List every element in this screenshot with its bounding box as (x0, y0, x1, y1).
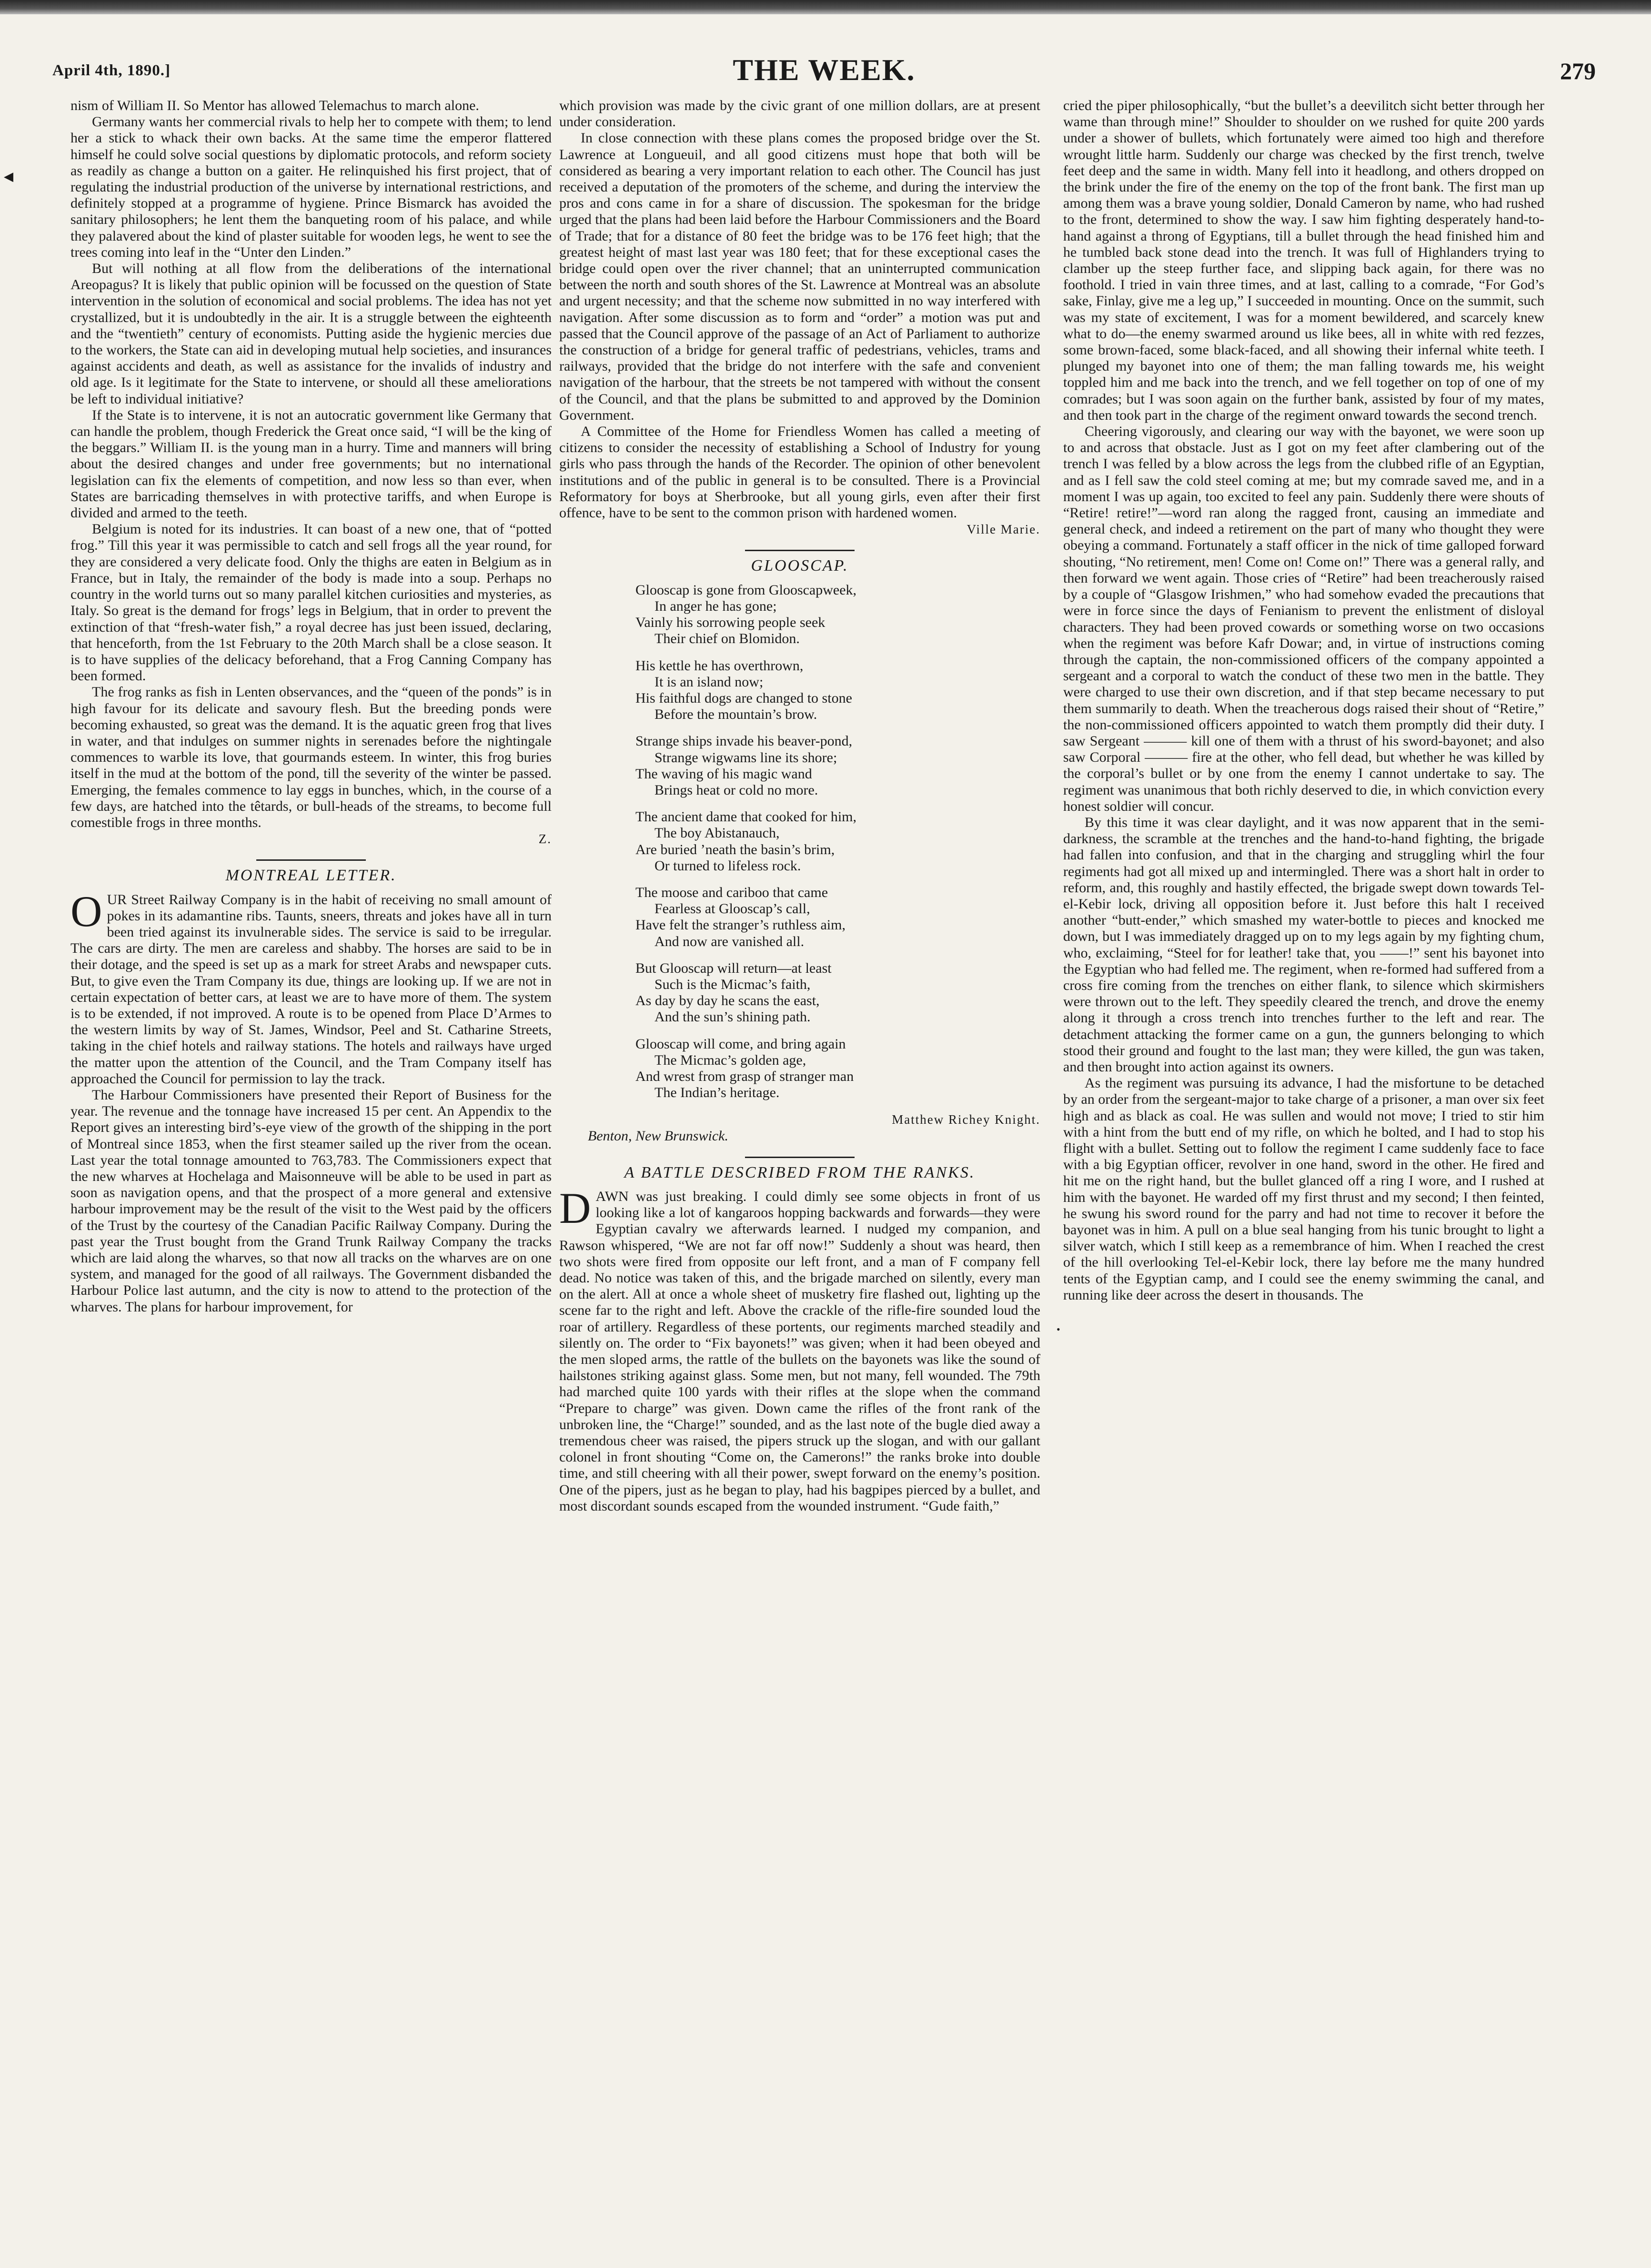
poem-author: Matthew Richey Knight. (892, 1112, 1040, 1127)
poem-line: Vainly his sorrowing people seek (635, 615, 826, 631)
section-title-montreal-letter: MONTREAL LETTER. (225, 867, 397, 885)
poem-line: In anger he has gone; (654, 598, 777, 614)
paragraph: The Harbour Commissioners have presented their Report of Business for the year. The revenue and the tonnage have increased 15 per cent. An Appendix to the Report gives an interesting bird’s-eye view of the growth of the shipping in the port of Montreal since 1853, when the first steamer sailed up the river from the ocean. Last year the total tonnage amounted to 763,783. The Commissioners expect that the new wharves at Hochelaga and Maisonneuve will be able to be used in part as soon as navigation opens, and that the prospect of a more general and extensive harbour improvement may be the result of the visit to the West paid by the officers of the Trust by the courtesy of the Canadian Pacific Railway Company. During the past year the Trust bought from the Grand Trunk Railway Company the tracks which are laid along the wharves, so that now all tracks on the wharves are on one system, and managed for the good of all railways. The Government disbanded the Harbour Police last autumn, and the city is now to attend to the protection of the wharves. The plans for harbour improvement, for (70, 1087, 552, 1315)
poem-line: Brings heat or cold no more. (654, 782, 818, 798)
poem-line: As day by day he scans the east, (635, 993, 820, 1009)
paragraph: The frog ranks as fish in Lenten observances, and the “queen of the ponds” is in high favour for its delicate and savoury flesh. But the breeding ponds were becoming exhausted, so great was the demand. It is the aquatic green frog that lives in water, and that indulges on summer nights in serenades before the nightingale commences to warble its love, that gourmands esteem. In winter, this frog buries itself in the mud at the bottom of the pond, till the severity of the winter be passed. Emerging, the females commence to lay eggs in bunches, which, in the course of a few days, are hatched into the têtards, or bull-heads of the streams, to become full comestible frogs in three months. (70, 684, 552, 830)
paragraph: which provision was made by the civic grant of one million dollars, are at present under consideration. (559, 98, 1040, 130)
drop-cap: O (70, 887, 102, 936)
poem-line: And now are vanished all. (654, 933, 805, 949)
paragraph: In close connection with these plans comes the proposed bridge over the St. Lawrence at Longueuil, and all good citizens must hope that both will be considered as bearing a very important relation to each other. The Council has just received a deputation of the promoters of the scheme, and during the interview the pros and cons came in for a share of discussion. The spokesman for the bridge urged that the plans had been laid before the Harbour Commissioners and the Board of Trade; that for a distance of 80 feet the bridge was to be 176 feet high; that the greatest height of mast last year was 180 feet; that for these exceptional cases the bridge could open over the river channel; that an uninterrupted communication between the north and south shores of the St. Lawrence at Montreal was an absolute and urgent necessity; and that the scheme now submitted in no way interfered with navigation. After some discussion as to form and “order” a motion was put and passed that the Council approve of the passage of an Act of Parliament to authorize the construction of a bridge for general traffic of pedestrians, vehicles, trams and railways, provided that the bridge do not interfere with the safe and convenient navigation of the harbour, that the streets be not tampered with without the consent of the Council, and that the plans be submitted to and approved by the Dominion Government. (559, 130, 1040, 423)
poem-stanza (635, 1036, 1040, 1101)
poem-line: But Glooscap will return—at least (635, 960, 832, 976)
paragraph-text: AWN was just breaking. I could dimly see some objects in front of us looking like a lot of kangaroos hopping backwards and forwards—they were Egyptian cavalry we afterwards learned. I nudged my companion, and Rawson whispered, “We are not far off now!” Suddenly a shout was heard, then two shots were fired from opposite our left front, and a man of F company fell dead. No notice was taken of this, and the brigade marched on silently, every man on the alert. All at once a whole sheet of musketry fire flashed out, lighting up the scene far to the right and left. Above the crackle of the rifle-fire sounded loud the roar of artillery. Regardless of these portents, our regiments marched steadily and silently on. The order to “Fix bayonets!” was given; when it had been obeyed and the men sloped arms, the rattle of the bullets on the bayonets was like the sound of hailstones striking against glass. Some men, but not many, fell wounded. The 79th had marched quite 100 yards with their rifles at the slope when the command “Prepare to charge” was given. Down came the rifles of the front rank of the unbroken line, the “Charge!” sounded, and as the last note of the bugle died away a tremendous cheer was raised, the pipers struck up the slogan, and with our gallant colonel in front shouting “Come on, the Camerons!” the ranks broke into double time, and still cheering with all their power, swept forward on the enemy’s position. One of the pipers, just as he began to play, had his bagpipes pierced by a bullet, and most discordant sounds escaped from the wounded instrument. “Gude faith,” (559, 1188, 1040, 1514)
poem-line: Such is the Micmac’s faith, (654, 976, 811, 992)
drop-cap: D (559, 1183, 591, 1232)
poem-line: Have felt the stranger’s ruthless aim, (635, 917, 846, 933)
poem-stanza (635, 885, 1040, 950)
page-header (52, 52, 1596, 91)
margin-mark: • (1057, 1323, 1060, 1335)
poem-line: His faithful dogs are changed to stone (635, 690, 852, 706)
author-signature: Z. (538, 832, 552, 847)
poem-title: GLOOSCAP. (751, 557, 849, 575)
poem-line: The Micmac’s golden age, (654, 1052, 806, 1068)
poem-line: Before the mountain’s brow. (654, 706, 817, 723)
section-title-battle: A BATTLE DESCRIBED FROM THE RANKS. (624, 1163, 976, 1181)
page-top-edge (0, 0, 1651, 14)
section-divider (745, 550, 855, 551)
paragraph: A Committee of the Home for Friendless Women has called a meeting of citizens to consider the necessity of establishing a School of Industry for young girls who pass through the hands of the Recorder. The opinion of other benevolent institutions and of the public in general is to be consulted. There is a Provincial Reformatory for boys at Sherbrooke, but all young girls, even after their first offence, have to be sent to the common prison with hardened women. (559, 423, 1040, 521)
poem-stanza (635, 960, 1040, 1026)
paragraph: But will nothing at all flow from the deliberations of the international Areopagus? It is likely that public opinion will be focussed on the question of State intervention in the solution of economical and social problems. The idea has not yet crystallized, but it is undoubtedly in the air. It is a struggle between the eighteenth and the “twentieth” century of economists. Putting aside the hygienic mercies due to the workers, the State can aid in developing mutual help societies, and insurances against accidents and death, as well as assistance for the invalids of industry and old age. Is it legitimate for the State to intervene, or should all these ameliorations be left to individual initiative? (70, 261, 552, 407)
paragraph: Cheering vigorously, and clearing our way with the bayonet, we were soon up to and across that obstacle. Just as I got on my feet after clambering out of the trench I was felled by a blow across the legs from the clubbed rifle of an Egyptian, and as I fell saw the cold steel coming at me; but my comrade saved me, and in a moment I was up again, too excited to feel any pain. Suddenly there were shouts of “Retire! retire!”—word ran along the ragged front, causing an immediate and general check, and indeed a retirement on the part of many who thought they were obeying a command. Fortunately a staff officer in the nick of time galloped forward shouting, “No retirement, men! Come on! Come on!” There was a general rally, and then forward we went again. Those cries of “Retire” had been treacherously raised by a couple of “Glasgow Irishmen,” who had somehow evaded the precautions that were in force since the days of Fenianism to prevent the enlistment of disloyal characters. They had been proved cowards or something worse on two occasions when the regiment was before Kafr Dowar; and, in virtue of instructions coming through the captain, the non-commissioned officers of the company appointed a sergeant and a corporal to watch the conduct of these two men in the battle. They were charged to use their own discretion, and if that step became necessary to put them summarily to death. When the treacherous dogs raised their shout of “Retire,” the non-commissioned officers appointed to watch them promptly did their duty. I saw Sergeant ——— kill one of them with a thrust of his sword-bayonet; and also saw Corporal ——— fire at the other, who fell dead, but whether he was killed by the corporal’s bullet or by one from the enemy I cannot undertake to say. The regiment was unanimous that both richly deserved to die, in which conviction every honest soldier will concur. (1063, 423, 1544, 814)
poem-line: The ancient dame that cooked for him, (635, 809, 856, 825)
paragraph: nism of William II. So Mentor has allowed Telemachus to march alone. (70, 98, 479, 113)
poem-line: The waving of his magic wand (635, 766, 812, 782)
paragraph: As the regiment was pursuing its advance, I had the misfortune to be detached by an order from the sergeant-major to take charge of a prisoner, a man over six feet high and as black as coal. He was sullen and would not move; I tried to stir him with a hint from the butt end of my rifle, on which he bolted, and I had to stop his flight with a bullet. Setting out to follow the regiment I came suddenly face to face with a big Egyptian officer, revolver in one hand, sword in the other. He fired and hit me on the right hand, but the bullet glanced off a ring I wore, and I rushed at him with the bayonet. He warded off my first thrust and my second; I then feinted, he swung his sword round for the parry and had not time to recover it before the bayonet was in him. A pull on a blue seal hanging from his tunic brought to light a silver watch, which I still keep as a remembrance of him. When I reached the crest of the hill overlooking Tel-el-Kebir lock, there lay before me the many hundred tents of the Egyptian camp, and I could see the enemy swimming the canal, and running like deer across the desert in thousands. The (1063, 1075, 1544, 1303)
author-signature: Ville Marie. (966, 522, 1040, 537)
poem-line: And the sun’s shining path. (654, 1009, 811, 1025)
section-divider (256, 859, 366, 861)
column-1 (70, 98, 552, 2256)
poem-line: Fearless at Glooscap’s call, (654, 901, 810, 917)
poem-line: Glooscap is gone from Glooscapweek, (635, 582, 857, 598)
column-2 (559, 98, 1040, 2256)
column-3 (1063, 98, 1544, 2256)
margin-mark: ◀ (4, 170, 13, 183)
poem-stanza (635, 733, 1040, 798)
poem-line: His kettle he has overthrown, (635, 657, 804, 674)
poem (635, 582, 1040, 1101)
paragraph: Germany wants her commercial rivals to help her to compete with them; to lend her a stick to whack their own backs. At the same time the emperor flattered himself he could solve social questions by diplomatic protocols, and reform society as readily as change a button on a gaiter. He relinquished his first project, that of regulating the industrial production of the universe by international restrictions, and definitely stopped at a programme of hygiene. Prince Bismarck has avoided the sanitary philosophers; he lent them the banqueting room of his palace, and while they palavered about the kind of plaster suitable for wooden legs, he went to see the trees coming into leaf in the “Unter den Linden.” (70, 114, 552, 260)
poem-line: Are buried ’neath the basin’s brim, (635, 841, 835, 857)
poem-stanza (635, 582, 1040, 647)
issue-date: April 4th, 1890.] (52, 62, 171, 79)
paragraph (70, 887, 552, 1087)
masthead-title: THE WEEK. (733, 53, 916, 87)
poem-line: The boy Abistanauch, (654, 825, 780, 841)
section-divider (745, 1157, 855, 1158)
poem-stanza (635, 809, 1040, 874)
paragraph: Belgium is noted for its industries. It can boast of a new one, that of “potted frog.” Till this year it was permissible to catch and sell frogs all the year round, for they are considered a very delicate food. Only the thighs are eaten in Belgium as in France, but in Italy, the remainder of the body is made into a soup. Perhaps no country in the world turns out so many parallel kitchen curiosities and mysteries, as Italy. So great is the demand for frogs’ legs in Belgium, that in order to prevent the extinction of that “fresh-water fish,” a royal decree has just been issued, declaring, that henceforth, from the 1st February to the 20th March shall be a close season. It is to have supplies of the delicacy beforehand, that a Frog Canning Company has been formed. (70, 521, 552, 684)
poem-line: The Indian’s heritage. (654, 1085, 780, 1101)
poem-line: Glooscap will come, and bring again (635, 1036, 846, 1052)
paragraph: If the State is to intervene, it is not an autocratic government like Germany that can handle the problem, though Frederick the Great once said, “I will be the king of the beggars.” William II. is the young man in a hurry. Time and manners will bring about the desired changes and under free governments; but no international legislation can fix the elements of competition, and now less so than ever, when States are barricading themselves in with protective tariffs, and when Europe is divided and armed to the teeth. (70, 407, 552, 521)
paragraph (559, 1183, 1040, 1514)
poem-stanza (635, 658, 1040, 723)
paragraph-text: UR Street Railway Company is in the habit of receiving no small amount of pokes in its adamantine ribs. Taunts, sneers, threats and jokes have all in turn been tried against its invulnerable sides. The service is said to be irregular. The cars are dirty. The men are careless and shabby. The horses are said to be in their dotage, and the speed is set up as a mark for street Arabs and newspaper cuts. But, to give even the Tram Company its due, things are looking up. If we are not in certain expectation of better cars, at least we are to have more of them. The system is to be extended, if not improved. A route is to be opened from Place D’Armes to the western limits by way of St. James, Windsor, Peel and St. Catharine Streets, taking in the chief hotels and railway stations. The hotels and railways have urged the matter upon the attention of the Council, and the Tram Company itself has approached the Council for permission to lay the track. (70, 891, 552, 1087)
poem-line: Strange wigwams line its shore; (654, 749, 837, 766)
paragraph: By this time it was clear daylight, and it was now apparent that in the semi-darkness, the scramble at the trenches and the hand-to-hand fighting, the brigade had fallen into confusion, and that in the charging and struggling whirl the four regiments had got all mixed up and intermingled. There was a short halt in order to reform, and, this roughly and hastily effected, the brigade swept down towards Tel-el-Kebir lock, driving all opposition before it. Just before this halt I received another “butt-ender,” which smashed my water-bottle to pieces and knocked me down, but I was immediately dragged up on to my legs again by my fighting chum, who, exclaiming, “Steel for for leather! take that, you ——!” sent his bayonet into the Egyptian who had felled me. The regiment, when re-formed had suffered from a cross fire coming from the trenches on either flank, to silence which skirmishers were thrown out to the left. They speedily cleared the trench, and drove the enemy along it through a cross trench into trenches further to the left and rear. The detachment attacking the former came on a gun, the gunners belonging to which stood their ground and fought to the last man; they were killed, the gun was taken, and then brought into action against its owners. (1063, 814, 1544, 1075)
poem-line: The moose and cariboo that came (635, 884, 828, 900)
paragraph: cried the piper philosophically, “but the bullet’s a deevilitch sicht better through her wame than through mine!” Shoulder to shoulder on we rushed for quite 200 yards under a shower of bullets, which fortunately were aimed too high and therefore wrought little harm. Suddenly our charge was checked by the first trench, twelve feet deep and the same in width. Many fell into it headlong, and others dropped on the brink under the fire of the enemy on the top of the front bank. The first man up among them was a brave young soldier, Donald Cameron by name, who had rushed to the front, determined to show the way. I saw him fighting desperately hand-to-hand against a throng of Egyptians, till a bullet through the head finished him and he tumbled back stone dead into the trench. It was full of Highlanders trying to clamber up the steep further face, and slipping back again, for there was no foothold. I tried in vain three times, and at last, calling to a comrade, “For God’s sake, Finlay, give me a leg up,” I succeeded in mounting. Once on the summit, such was my state of excitement, I was for a moment bewildered, and scarcely knew what to do—the enemy swarmed around us like bees, all in white with red fezzes, some brown-faced, some black-faced, and all showing their infernal white teeth. I plunged my bayonet into one of them; the man falling towards me, his weight toppled him and me back into the trench, and we fell together on top of one of my comrades; but I was soon again on the further bank, assisted by four of my mates, and then took part in the charge of the regiment onward towards the second trench. (1063, 98, 1544, 423)
poem-line: Or turned to lifeless rock. (654, 857, 801, 874)
poem-line: And wrest from grasp of stranger man (635, 1068, 854, 1084)
poem-line: It is an island now; (654, 674, 764, 690)
poem-line: Their chief on Blomidon. (654, 631, 800, 647)
poem-place: Benton, New Brunswick. (588, 1128, 728, 1144)
page-number: 279 (1560, 58, 1596, 84)
poem-line: Strange ships invade his beaver-pond, (635, 733, 853, 749)
